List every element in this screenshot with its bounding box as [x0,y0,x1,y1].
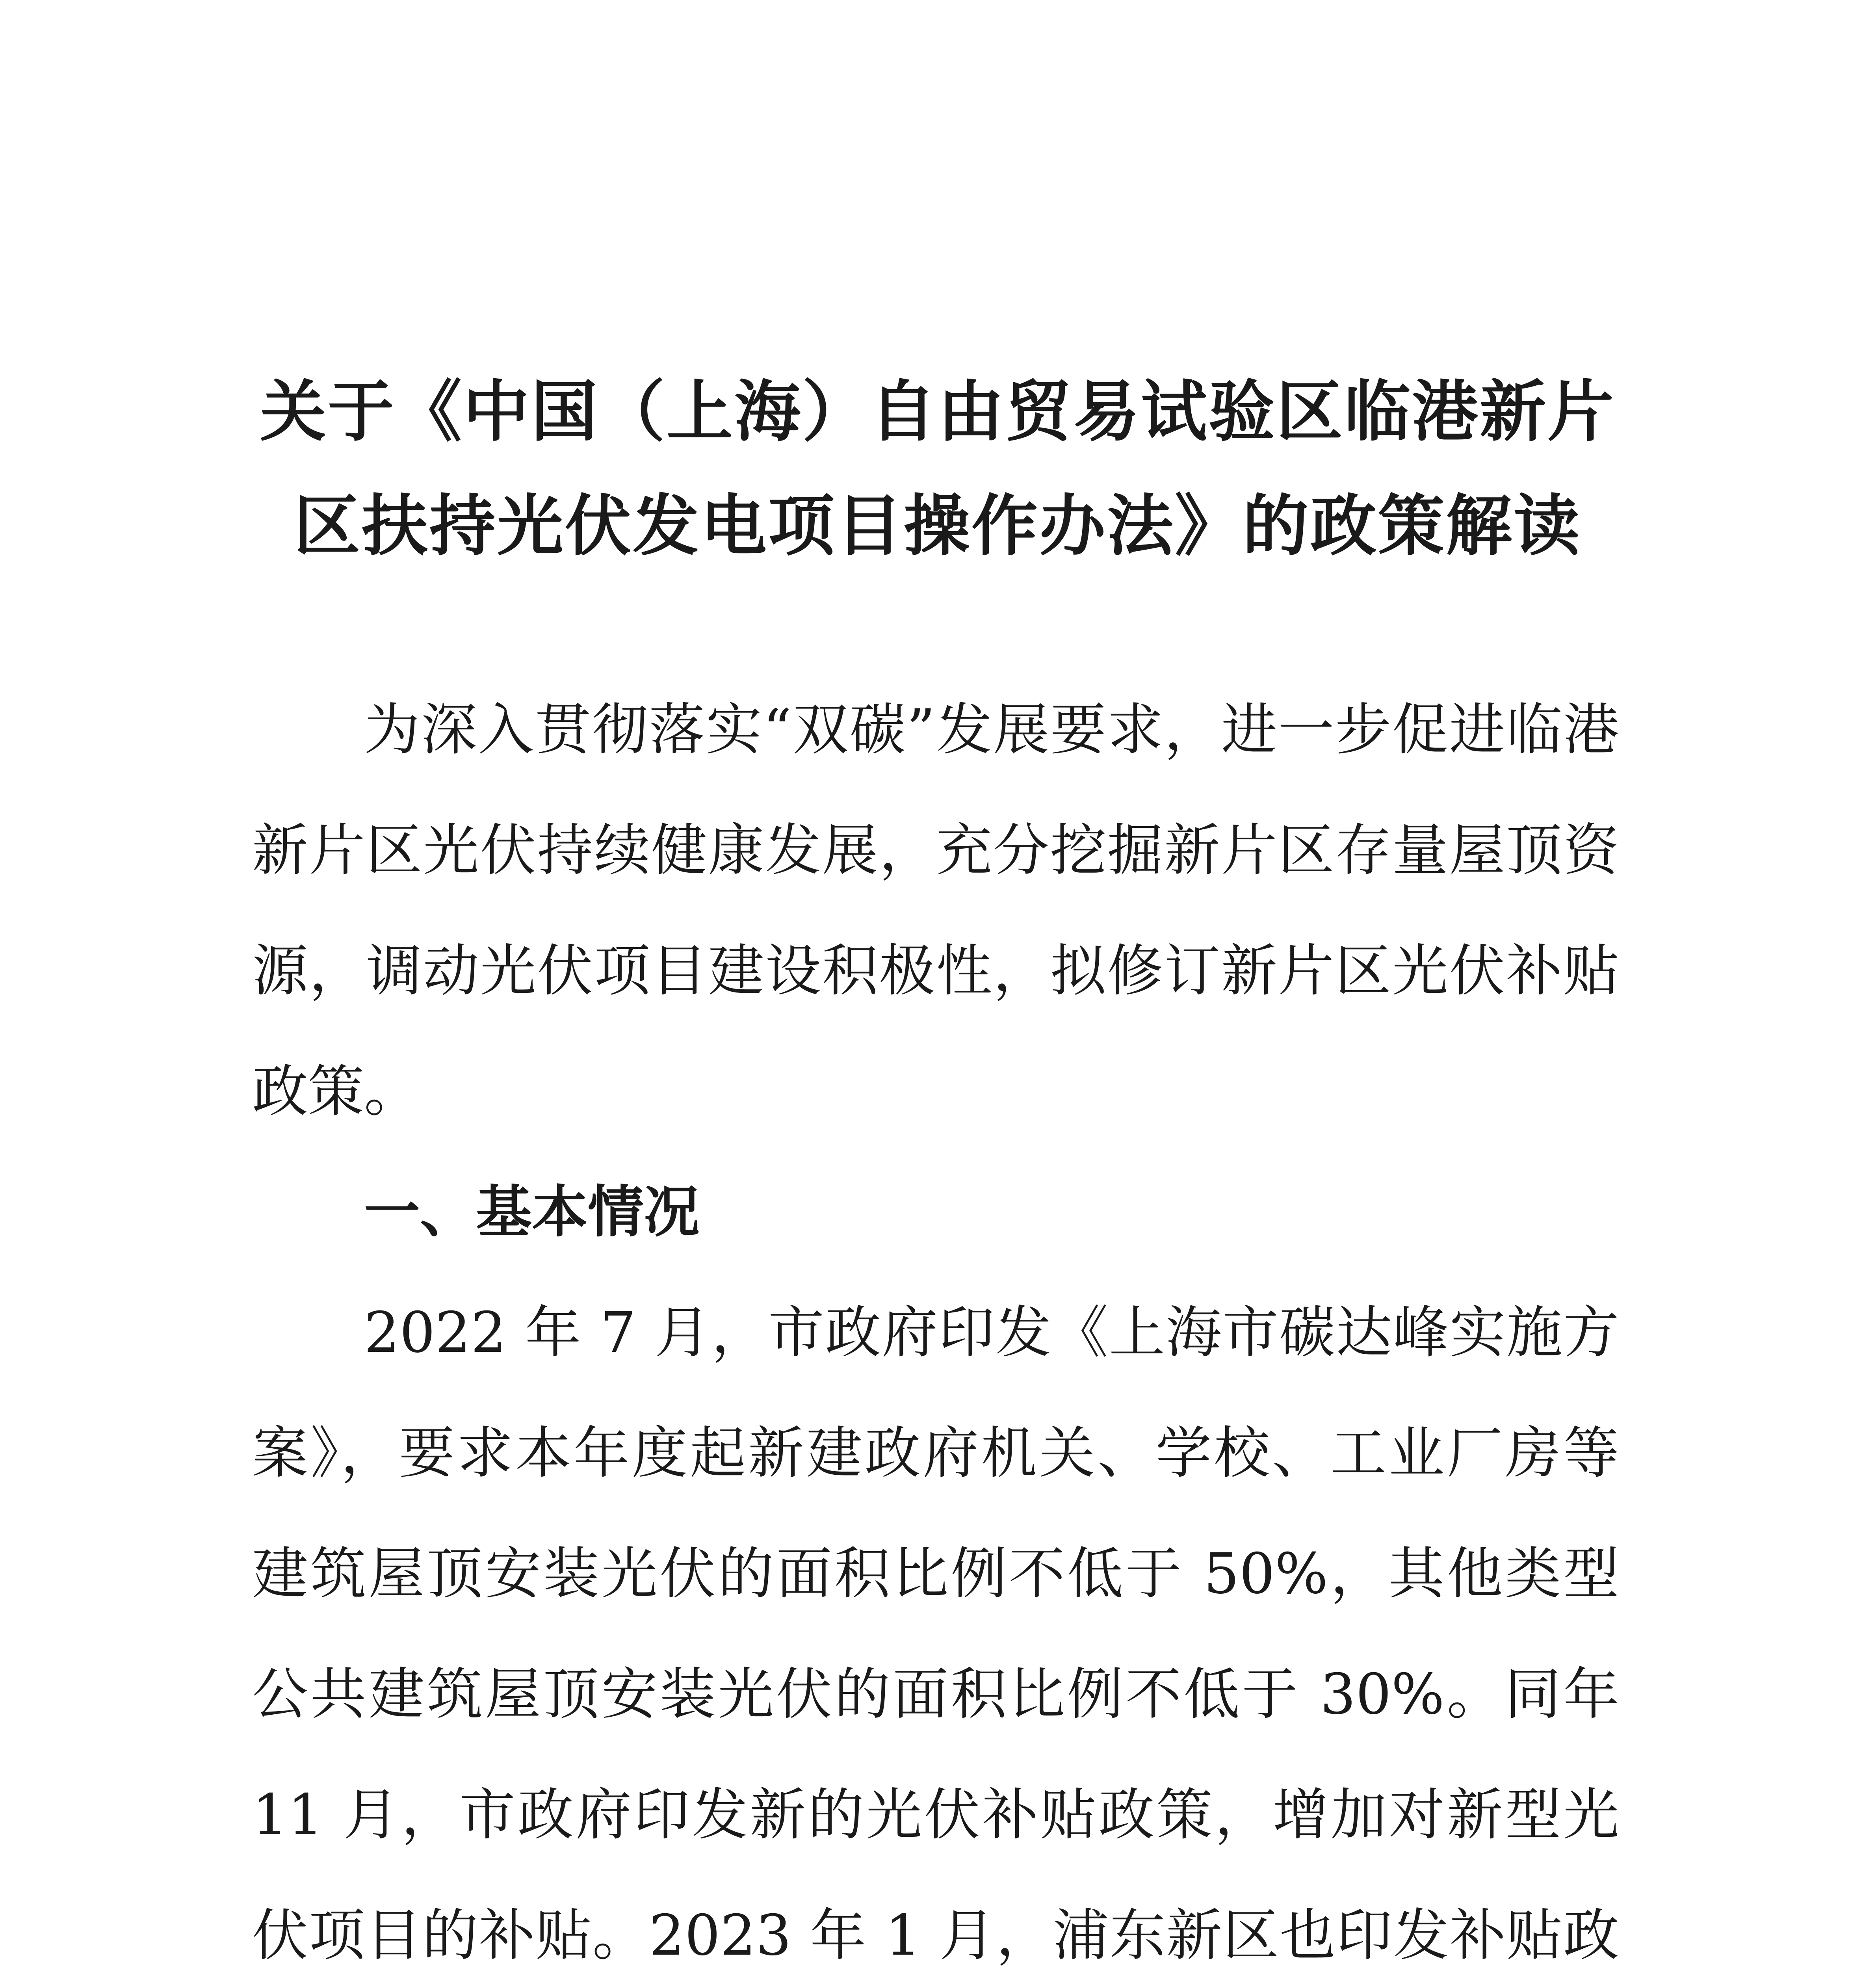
document-body [252,670,1619,1970]
intro-paragraph: 为深入贯彻落实“双碳”发展要求，进一步促进临港新片区光伏持续健康发展，充分挖掘新片区存量屋顶资源，调动光伏项目建设积极性，拟修订新片区光伏补贴政策。 [252,697,1619,1124]
section-heading-basic-situation: 一、基本情况 [364,1180,700,1245]
document-title [221,355,1655,583]
title-line-2: 区扶持光伏发电项目操作办法》的政策解读 [294,487,1581,565]
title-line-1: 关于《中国（上海）自由贸易试验区临港新片 [260,373,1615,450]
body-paragraph-1: 2022 年 7 月，市政府印发《上海市碳达峰实施方案》，要求本年度起新建政府机关、学校、工业厂房等建筑屋顶安装光伏的面积比例不低于 50%，其他类型公共建筑屋顶安装光伏的面积比例不低于 30%。同年 11 月，市政府印发新的光伏补贴政策，增加对新型光伏项目的补贴。2023 年 1 月，浦东新区也印发补贴政 [252,1300,1619,1968]
